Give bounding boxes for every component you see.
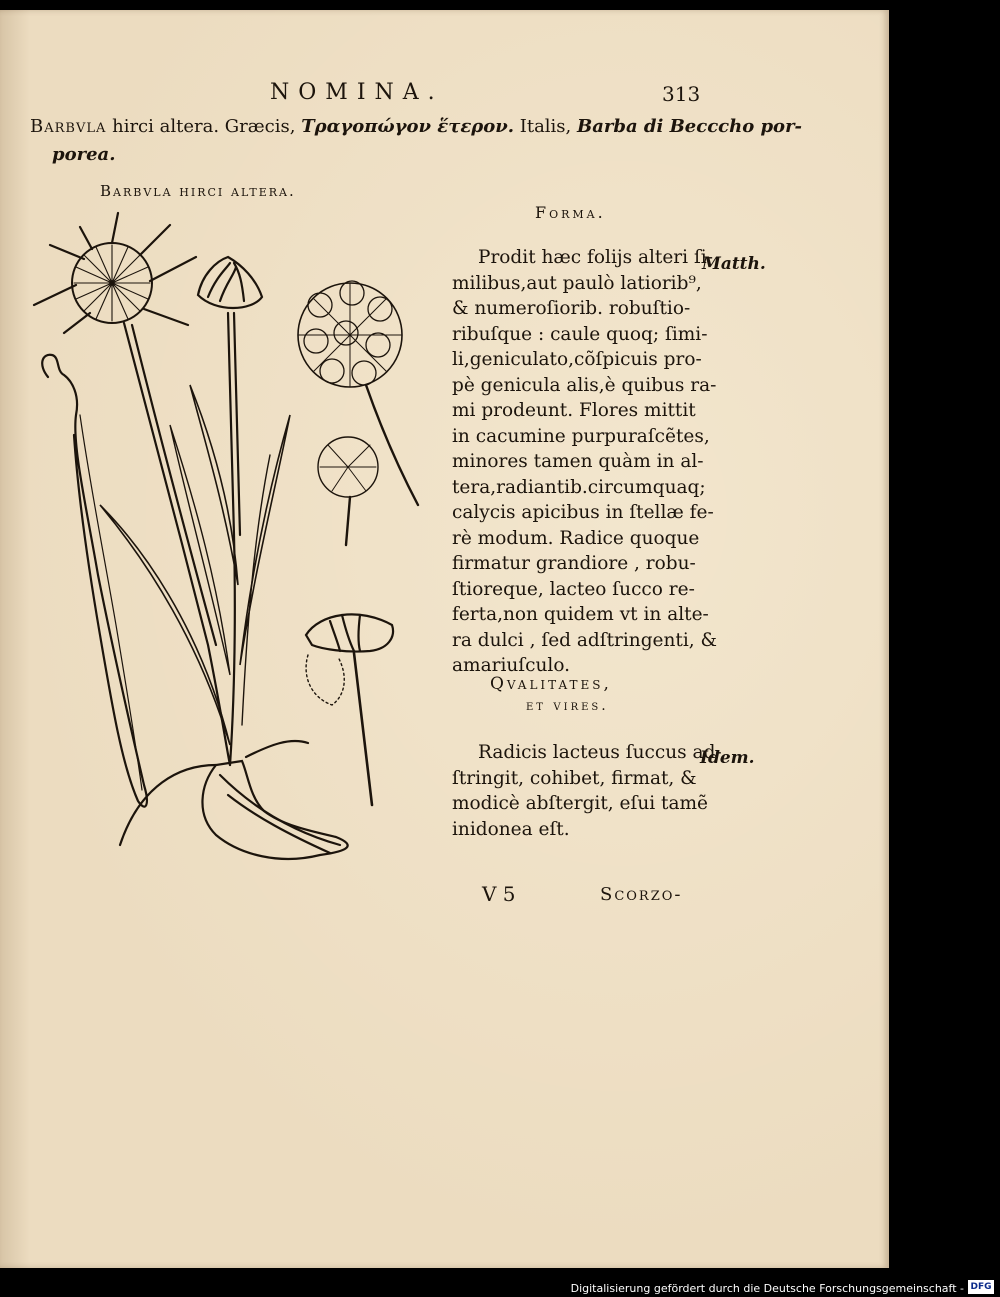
- plant-woodcut-illustration: [20, 205, 420, 885]
- text-line: minores tamen quàm in al-: [452, 451, 704, 472]
- text-line: pè genicula alis,è quibus ra-: [452, 374, 717, 396]
- signature-mark: V 5: [482, 882, 516, 906]
- text-line: firmatur grandiore , robu-: [452, 553, 696, 574]
- nomina-greek: Τραγοπώγον ἕτερον.: [301, 116, 514, 137]
- text-line: Prodit hæc folijs alteri ſi-: [478, 247, 713, 268]
- text-line: ſtringit, cohibet, firmat, &: [452, 767, 697, 789]
- book-page: [0, 10, 889, 1268]
- section-heading-qualitates: Qvalitates,: [490, 674, 612, 694]
- text-line: ribuſque : caule quoq; ſimi-: [452, 323, 708, 345]
- page-number: 313: [662, 82, 701, 106]
- running-header: NOMINA.: [270, 80, 444, 105]
- catchword: Scorzo-: [600, 884, 683, 905]
- text-line: amariuſculo.: [452, 655, 571, 676]
- qualitates-text-block: [452, 740, 722, 842]
- nomina-line: [30, 116, 802, 137]
- nomina-italian: Barba di Becccho por-: [577, 116, 803, 137]
- nomina-italian-intro: Italis,: [514, 116, 577, 137]
- nomina-italian-continuation: porea.: [52, 144, 116, 165]
- forma-text-block: [452, 245, 717, 679]
- figure-title: Barbvla hirci altera.: [100, 182, 296, 200]
- text-line: milibus,aut paulò latiorib⁹,: [452, 272, 702, 294]
- text-line: in cacumine purpuraſcẽtes,: [452, 425, 710, 447]
- text-line: & numeroſiorib. robuſtio-: [452, 298, 691, 319]
- section-heading-vires: et vires.: [526, 698, 609, 714]
- nomina-lead: Barbvla: [30, 116, 107, 137]
- nomina-latin: hirci altera: [106, 116, 214, 137]
- text-line: calycis apicibus in ſtellæ fe-: [452, 502, 714, 523]
- digitization-credit: Digitalisierung gefördert durch die Deutsche Forschungsgemeinschaft -: [570, 1282, 964, 1295]
- text-line: rè modum. Radice quoque: [452, 527, 700, 549]
- text-line: ſtioreque, lacteo ſucco re-: [452, 578, 695, 600]
- text-line: ferta,non quidem vt in alte-: [452, 604, 709, 625]
- text-line: ra dulci , ſed adſtringenti, &: [452, 629, 717, 651]
- text-line: li,geniculato,cõſpicuis pro-: [452, 349, 702, 370]
- margin-note-idem: Idem.: [700, 748, 755, 768]
- nomina-greek-intro: . Græcis,: [213, 116, 302, 137]
- text-line: Radicis lacteus ſuccus ad-: [478, 742, 722, 763]
- section-heading-forma: Forma.: [535, 203, 606, 222]
- dfg-logo: DFG: [968, 1280, 994, 1294]
- text-line: mi prodeunt. Flores mittit: [452, 400, 696, 421]
- text-line: modicè abſtergit, eſui tamẽ: [452, 793, 708, 814]
- text-line: tera,radiantib.circumquaq;: [452, 476, 706, 498]
- text-line: inidonea eſt.: [452, 818, 570, 840]
- margin-note-matth: Matth.: [702, 254, 766, 274]
